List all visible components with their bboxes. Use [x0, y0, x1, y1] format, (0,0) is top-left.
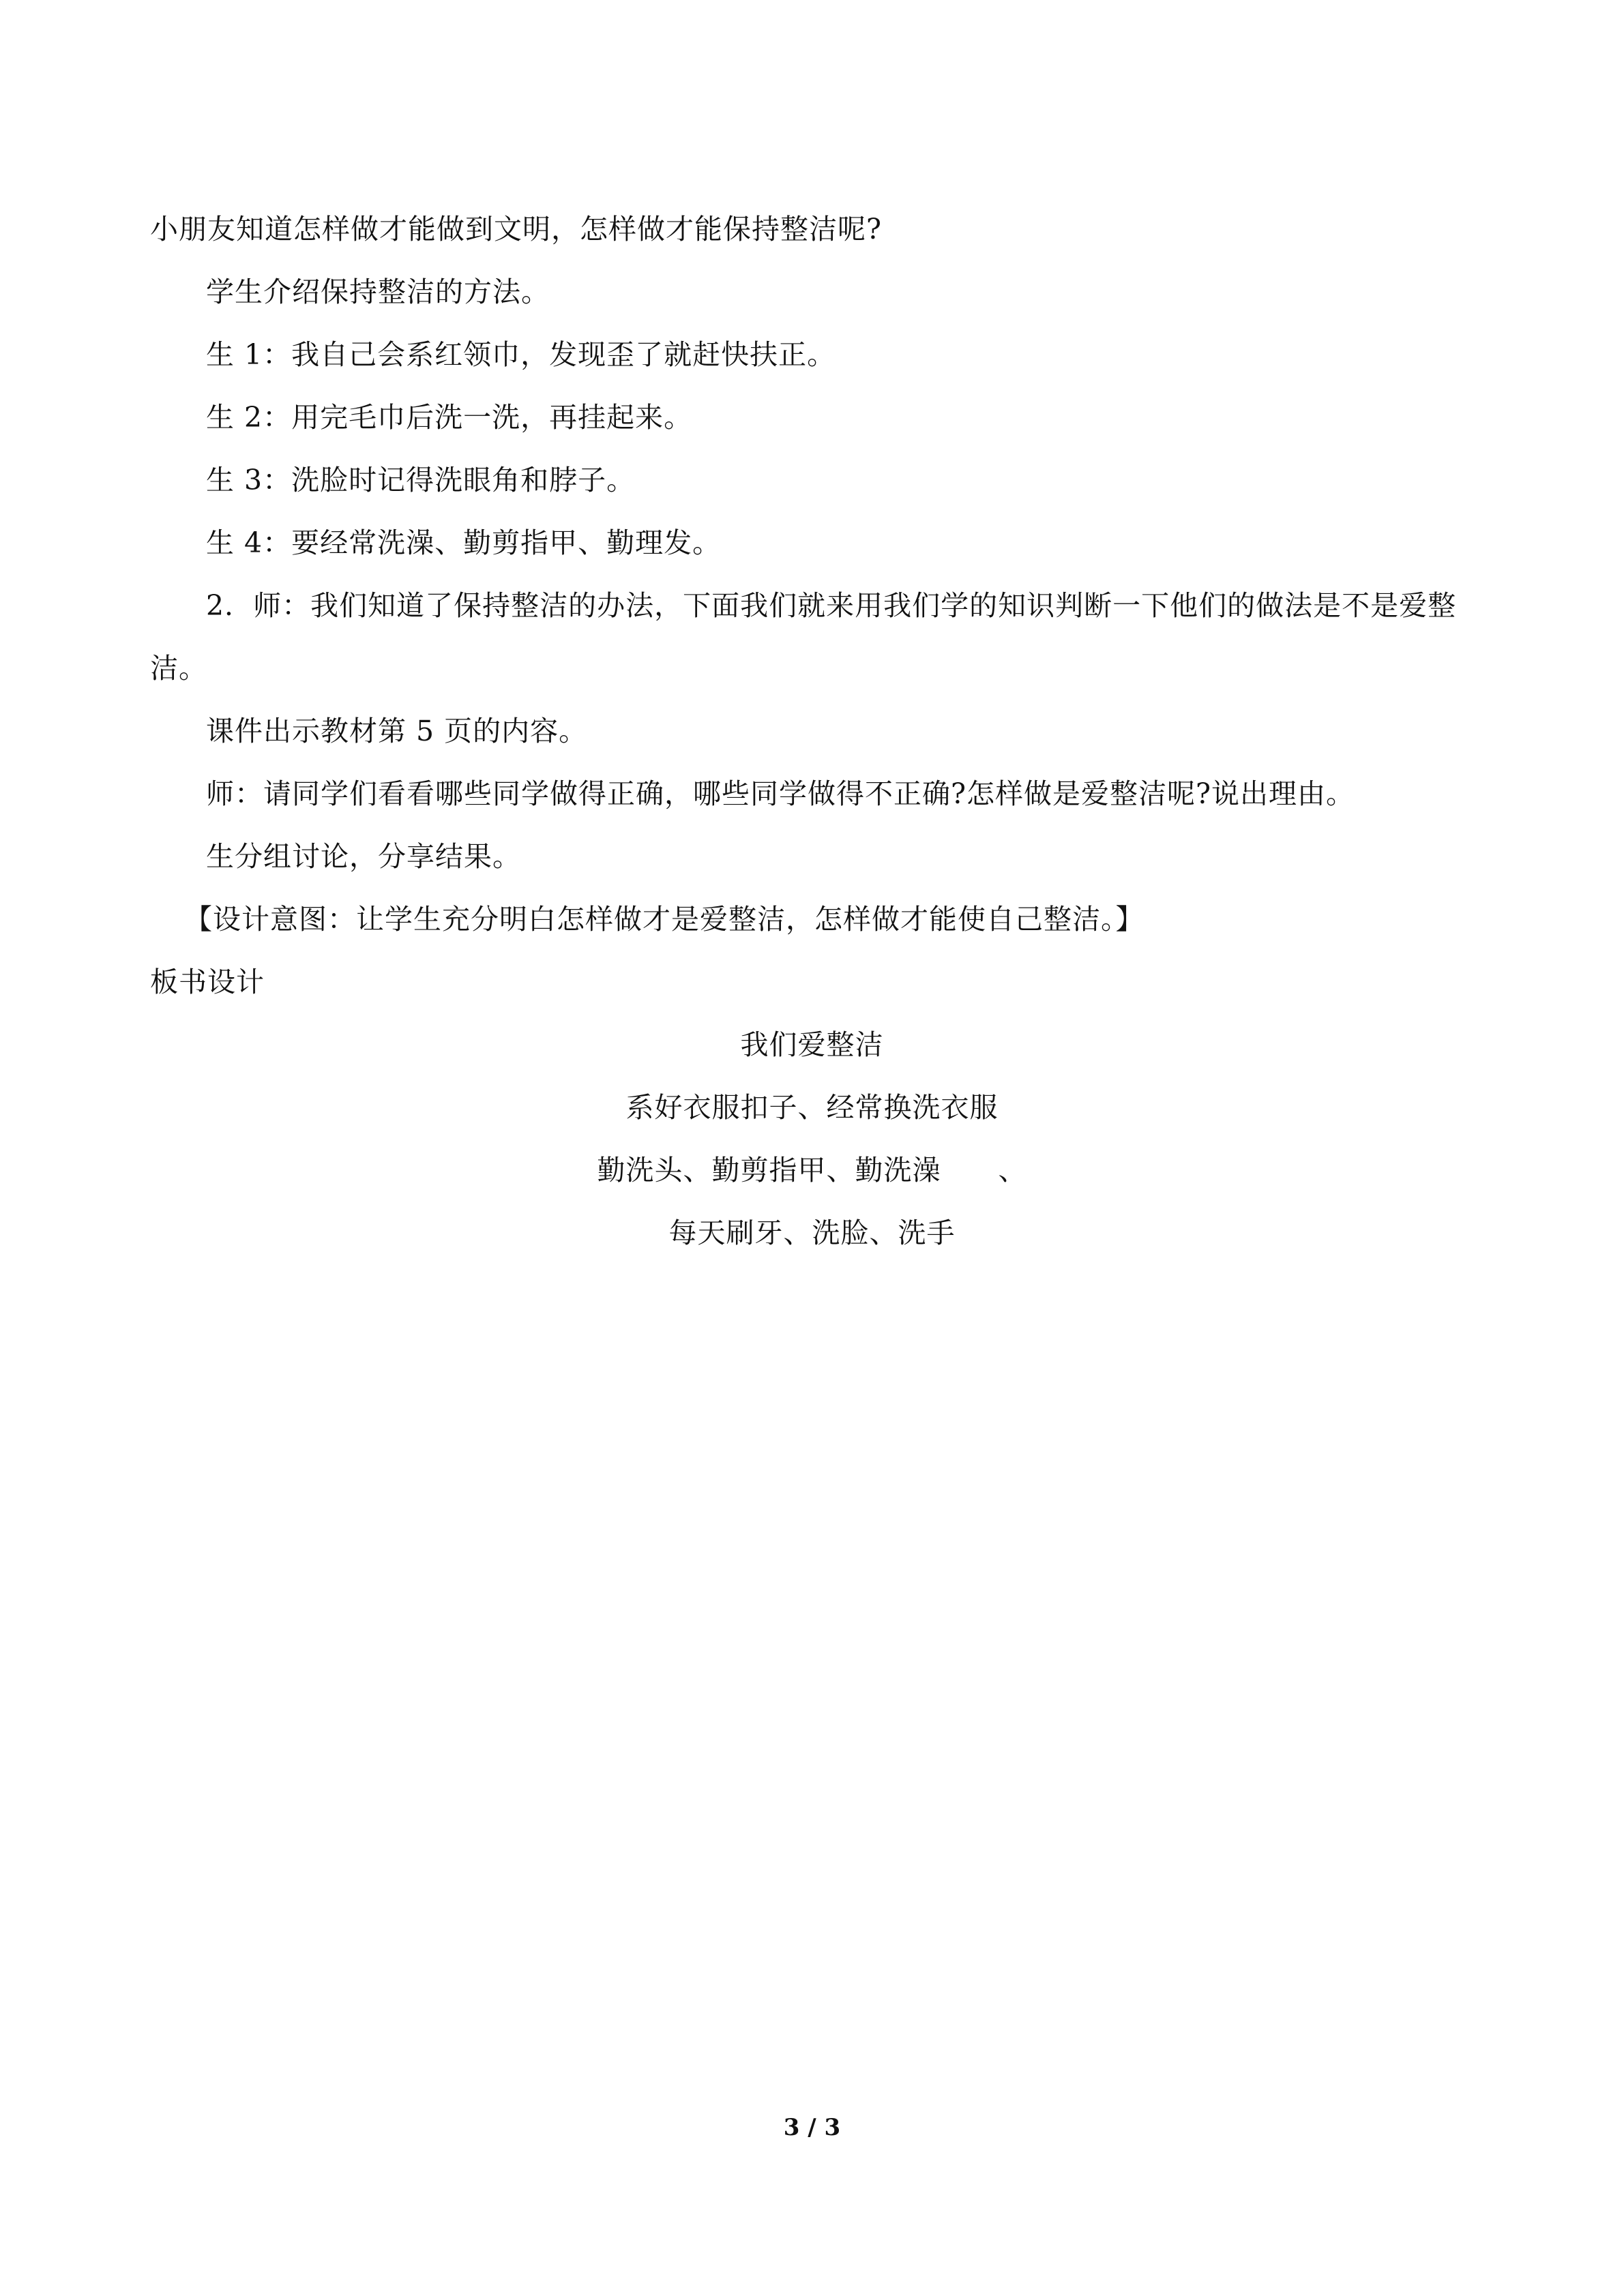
paragraph-students-introduce: 学生介绍保持整洁的方法。	[206, 275, 550, 308]
paragraph-student-2: 生 2：用完毛巾后洗一洗，再挂起来。	[206, 401, 693, 434]
board-title: 我们爱整洁	[740, 1028, 884, 1061]
paragraph-design-intent: 【设计意图：让学生充分明白怎样做才是爱整洁，怎样做才能使自己整洁。】	[184, 903, 1145, 936]
paragraph-group-discussion: 生分组讨论，分享结果。	[206, 840, 521, 873]
paragraph-student-1: 生 1：我自己会系红领巾，发现歪了就赶快扶正。	[206, 338, 836, 371]
section-heading-board-design: 板书设计	[150, 966, 265, 998]
page-number: 3 / 3	[783, 2114, 841, 2141]
board-line-1: 系好衣服扣子、经常换洗衣服	[625, 1091, 999, 1124]
paragraph-student-3: 生 3：洗脸时记得洗眼角和脖子。	[206, 464, 636, 496]
paragraph-intro-question: 小朋友知道怎样做才能做到文明，怎样做才能保持整洁呢?	[150, 213, 882, 245]
paragraph-teacher-2-line-2: 洁。	[150, 652, 207, 685]
paragraph-teacher-2-line-1: 2．师：我们知道了保持整洁的办法，下面我们就来用我们学的知识判断一下他们的做法是不是爱整	[206, 589, 1457, 622]
paragraph-courseware: 课件出示教材第 5 页的内容。	[206, 715, 588, 747]
paragraph-teacher-question: 师：请同学们看看哪些同学做得正确，哪些同学做得不正确?怎样做是爱整洁呢?说出理由。	[206, 777, 1355, 810]
paragraph-student-4: 生 4：要经常洗澡、勤剪指甲、勤理发。	[206, 526, 722, 559]
board-line-3: 每天刷牙、洗脸、洗手	[668, 1217, 956, 1249]
board-line-2: 勤洗头、勤剪指甲、勤洗澡 、	[597, 1154, 1027, 1187]
